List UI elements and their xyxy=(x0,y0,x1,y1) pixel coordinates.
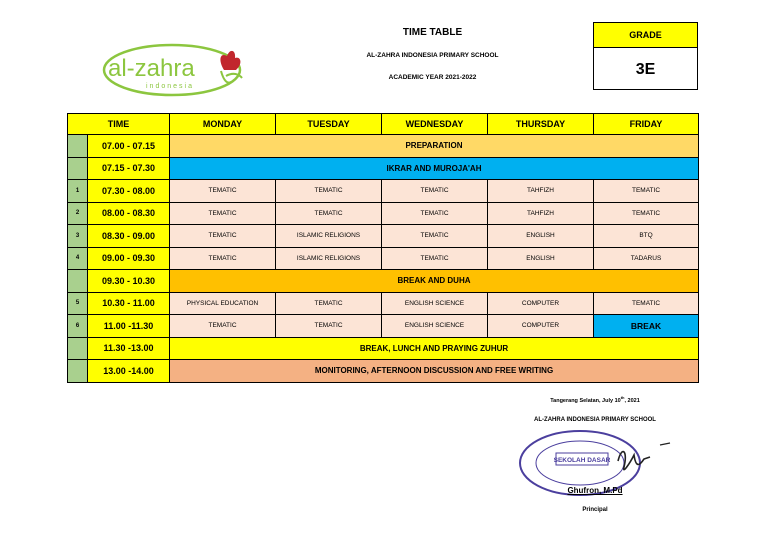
subject-cell: TEMATIC xyxy=(382,225,488,248)
subject-cell: TEMATIC xyxy=(276,180,382,203)
subject-cell: TADARUS xyxy=(594,247,699,270)
table-row xyxy=(68,270,699,293)
subject-cell: ISLAMIC RELIGIONS xyxy=(276,225,382,248)
subject-cell: TAHFIZH xyxy=(488,180,594,203)
table-row xyxy=(68,360,699,383)
subject-cell: TEMATIC xyxy=(170,202,276,225)
time-slot: 13.00 -14.00 xyxy=(88,360,170,383)
table-row xyxy=(68,225,699,248)
period-number: 6 xyxy=(68,315,88,338)
period-number xyxy=(68,157,88,180)
subject-cell: ENGLISH SCIENCE xyxy=(382,315,488,338)
table-row xyxy=(68,135,699,158)
subject-cell: TEMATIC xyxy=(170,180,276,203)
time-slot: 08.00 - 08.30 xyxy=(88,202,170,225)
subject-cell: TEMATIC xyxy=(276,202,382,225)
signature-school-name: AL-ZAHRA INDONESIA PRIMARY SCHOOL xyxy=(534,417,656,423)
time-slot: 07.15 - 07.30 xyxy=(88,157,170,180)
header-thursday: THURSDAY xyxy=(488,114,594,135)
school-logo xyxy=(100,38,250,100)
subject-cell: COMPUTER xyxy=(488,292,594,315)
table-row xyxy=(68,247,699,270)
activity-lunch: BREAK, LUNCH AND PRAYING ZUHUR xyxy=(170,337,699,360)
activity-ikrar: IKRAR AND MUROJA'AH xyxy=(170,157,699,180)
page-title: TIME TABLE xyxy=(402,27,463,38)
signature-place-date xyxy=(500,395,690,404)
timetable xyxy=(67,113,699,383)
period-number: 1 xyxy=(68,180,88,203)
time-slot: 07.00 - 07.15 xyxy=(88,135,170,158)
grade-label: GRADE xyxy=(594,23,697,48)
table-row xyxy=(68,315,699,338)
subject-cell: TEMATIC xyxy=(170,247,276,270)
header-friday: FRIDAY xyxy=(594,114,699,135)
period-number: 4 xyxy=(68,247,88,270)
time-slot: 10.30 - 11.00 xyxy=(88,292,170,315)
subject-cell: ENGLISH SCIENCE xyxy=(382,292,488,315)
logo-text: al-zahra xyxy=(108,55,195,82)
time-slot: 11.00 -11.30 xyxy=(88,315,170,338)
subject-cell: TEMATIC xyxy=(276,315,382,338)
subject-cell: TAHFIZH xyxy=(488,202,594,225)
subject-cell: TEMATIC xyxy=(382,180,488,203)
place-date-year: , 2021 xyxy=(624,397,640,404)
academic-year: ACADEMIC YEAR 2021-2022 xyxy=(388,74,477,81)
period-number: 3 xyxy=(68,225,88,248)
period-number xyxy=(68,270,88,293)
subject-cell: TEMATIC xyxy=(594,202,699,225)
subject-cell: TEMATIC xyxy=(382,202,488,225)
grade-box xyxy=(593,22,698,90)
time-slot: 07.30 - 08.00 xyxy=(88,180,170,203)
subject-cell: TEMATIC xyxy=(594,292,699,315)
period-number: 2 xyxy=(68,202,88,225)
time-slot: 09.00 - 09.30 xyxy=(88,247,170,270)
subject-cell: TEMATIC xyxy=(170,225,276,248)
table-row xyxy=(68,337,699,360)
subject-cell: TEMATIC xyxy=(170,315,276,338)
subject-cell: BTQ xyxy=(594,225,699,248)
friday-break-cell: BREAK xyxy=(594,315,699,338)
period-number: 5 xyxy=(68,292,88,315)
activity-monitoring: MONITORING, AFTERNOON DISCUSSION AND FREE WRITING xyxy=(170,360,699,383)
time-slot: 08.30 - 09.00 xyxy=(88,225,170,248)
subject-cell: ENGLISH xyxy=(488,247,594,270)
date-suffix: th xyxy=(620,395,625,400)
subject-cell: ENGLISH xyxy=(488,225,594,248)
table-row xyxy=(68,292,699,315)
subject-cell: PHYSICAL EDUCATION xyxy=(170,292,276,315)
activity-preparation: PREPARATION xyxy=(170,135,699,158)
table-row xyxy=(68,157,699,180)
table-row xyxy=(68,180,699,203)
activity-break-duha: BREAK AND DUHA xyxy=(170,270,699,293)
grade-value: 3E xyxy=(635,60,656,78)
period-number xyxy=(68,360,88,383)
header-monday: MONDAY xyxy=(170,114,276,135)
subject-cell: COMPUTER xyxy=(488,315,594,338)
time-slot: 11.30 -13.00 xyxy=(88,337,170,360)
place-date-text: Tangerang Selatan, July 10 xyxy=(550,397,621,404)
table-header-row xyxy=(68,114,699,135)
subject-cell: TEMATIC xyxy=(276,292,382,315)
logo-subtext: indonesia xyxy=(146,83,194,90)
period-number xyxy=(68,337,88,360)
header-wednesday: WEDNESDAY xyxy=(382,114,488,135)
subject-cell: TEMATIC xyxy=(594,180,699,203)
school-name: AL-ZAHRA INDONESIA PRIMARY SCHOOL xyxy=(366,52,499,59)
principal-title: Principal xyxy=(582,507,608,513)
subject-cell: ISLAMIC RELIGIONS xyxy=(276,247,382,270)
period-number xyxy=(68,135,88,158)
subject-cell: TEMATIC xyxy=(382,247,488,270)
header-time: TIME xyxy=(68,114,170,135)
stamp-text: SEKOLAH DASAR xyxy=(553,457,611,464)
principal-name-text: Ghufron, M.Pd xyxy=(567,486,623,495)
time-slot: 09.30 - 10.30 xyxy=(88,270,170,293)
header-tuesday: TUESDAY xyxy=(276,114,382,135)
table-row xyxy=(68,202,699,225)
principal-name xyxy=(540,486,650,495)
